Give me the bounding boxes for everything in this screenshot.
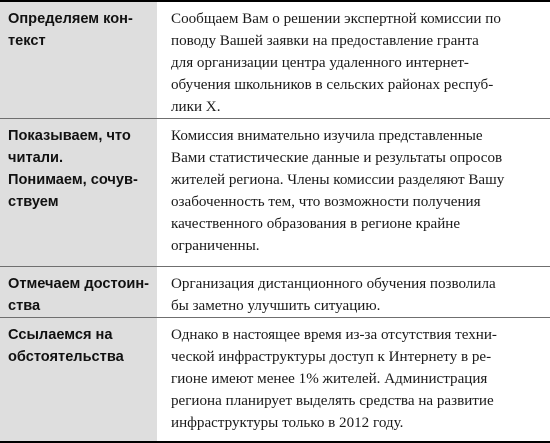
row-2-text: [157, 119, 550, 267]
row-2-label: [0, 119, 157, 267]
row-3-label-line: Отмечаем достоин-: [8, 276, 150, 292]
row-3-text-line: Организация дистанционного обучения позволила: [171, 276, 496, 292]
row-3-text: [157, 267, 550, 318]
row-1-text-line: поводу Вашей заявки на предоставление гранта: [171, 33, 479, 49]
row-2-text-line: Вами статистические данные и результаты опросов: [171, 150, 503, 166]
row-2-label-line: Понимаем, сочув-: [8, 172, 138, 188]
row-4-text-line: гионе имеют менее 1% жителей. Администрация: [171, 371, 488, 387]
row-4-text-line: инфраструктуры только в 2012 году.: [171, 415, 404, 431]
row-1-text-line: лики Х.: [171, 99, 221, 115]
row-1-label-line: текст: [8, 33, 46, 49]
row-1-text-line: для организации центра удаленного интернет-: [171, 55, 469, 71]
row-1-text-line: Сообщаем Вам о решении экспертной комиссии по: [171, 11, 501, 27]
row-1-label: [0, 2, 157, 119]
row-2-text-line: жителей региона. Члены комиссии разделяют Вашу: [171, 172, 505, 188]
row-3-label-line: ства: [8, 298, 41, 314]
row-2-text-line: ограниченны.: [171, 238, 260, 254]
row-1-text-line: обучения школьников в сельских районах респуб-: [171, 77, 494, 93]
row-4-text: [157, 318, 550, 441]
row-3-text-line: бы заметно улучшить ситуацию.: [171, 298, 381, 314]
row-4-label-line: Ссылаемся на: [8, 327, 113, 343]
row-2-text-line: Комиссия внимательно изучила представленные: [171, 128, 483, 144]
row-4-text-line: ческой инфраструктуры доступ к Интернету в ре-: [171, 349, 492, 365]
row-3-label: [0, 267, 157, 318]
row-4-text-line: Однако в настоящее время из-за отсутствия техни-: [171, 327, 497, 343]
row-4-label: [0, 318, 157, 441]
row-1-label-line: Определяем кон-: [8, 11, 133, 27]
row-4-text-line: региона планирует выделять средства на развитие: [171, 393, 494, 409]
row-2-text-line: качественного образования в регионе крайне: [171, 216, 461, 232]
row-2-text-line: озабоченность тем, что возможности получения: [171, 194, 481, 210]
row-2-label-line: Показываем, что: [8, 128, 131, 144]
row-2-label-line: читали.: [8, 150, 64, 166]
row-2-label-line: ствуем: [8, 194, 59, 210]
row-4-label-line: обстоятельства: [8, 349, 124, 365]
row-1-text: [157, 2, 550, 119]
